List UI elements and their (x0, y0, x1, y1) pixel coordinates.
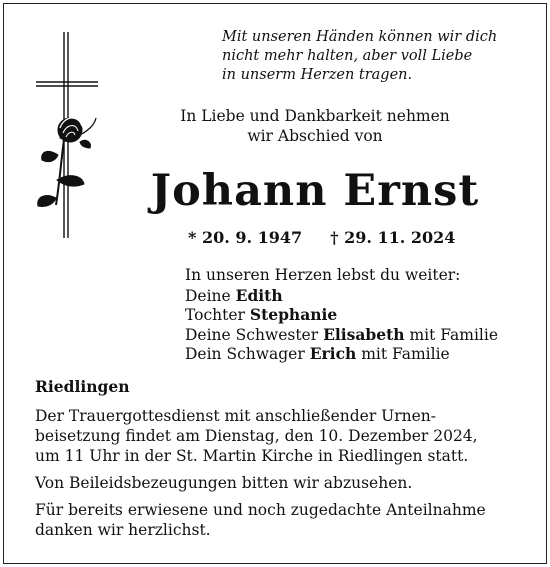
intro-line: wir Abschied von (247, 127, 383, 145)
service-line: Der Trauergottesdienst mit anschließender Urnen- (35, 407, 437, 425)
poem-line: nicht mehr halten, aber voll Liebe (222, 48, 473, 64)
intro-line: In Liebe und Dankbarkeit nehmen (180, 107, 450, 125)
poem-line: in unserm Herzen tragen. (222, 67, 413, 83)
memorial-poem (222, 28, 497, 85)
birth-date: * 20. 9. 1947 (188, 228, 303, 247)
thanks-note (35, 500, 486, 540)
member-name: Elisabeth (323, 324, 405, 344)
cross-with-rose-icon (30, 30, 120, 240)
service-details (35, 406, 515, 466)
condolence-note: Von Beileidsbezeugungen bitten wir abzusehen. (35, 474, 413, 492)
family-member (185, 286, 498, 306)
member-name: Erich (309, 344, 357, 363)
service-line: um 11 Uhr in der St. Martin Kirche in Riedlingen statt. (35, 447, 469, 465)
poem-line: Mit unseren Händen können wir dich (222, 29, 498, 45)
member-suffix: mit Familie (404, 325, 498, 344)
deceased-name: Johann Ernst (150, 166, 480, 216)
place-name: Riedlingen (35, 377, 130, 396)
member-relation: Deine (185, 286, 236, 305)
member-relation: Dein Schwager (185, 345, 310, 363)
death-date: † 29. 11. 2024 (330, 228, 456, 247)
family-member (185, 344, 498, 364)
member-name: Stephanie (249, 305, 338, 324)
thanks-line: Für bereits erwiesene und noch zugedachte Anteilnahme (35, 501, 486, 519)
family-member (185, 325, 498, 345)
member-suffix: mit Familie (356, 345, 450, 363)
member-name: Edith (235, 285, 283, 305)
farewell-intro (150, 106, 480, 146)
thanks-line: danken wir herzlichst. (35, 521, 211, 539)
member-relation: Deine Schwester (185, 325, 324, 344)
family-member (185, 305, 498, 325)
family-list (185, 266, 498, 364)
service-line: beisetzung findet am Dienstag, den 10. Dezember 2024, (35, 427, 478, 445)
rose-icon (38, 118, 96, 207)
member-relation: Tochter (185, 306, 250, 324)
life-dates (188, 228, 455, 247)
family-heading: In unseren Herzen lebst du weiter: (185, 266, 461, 284)
